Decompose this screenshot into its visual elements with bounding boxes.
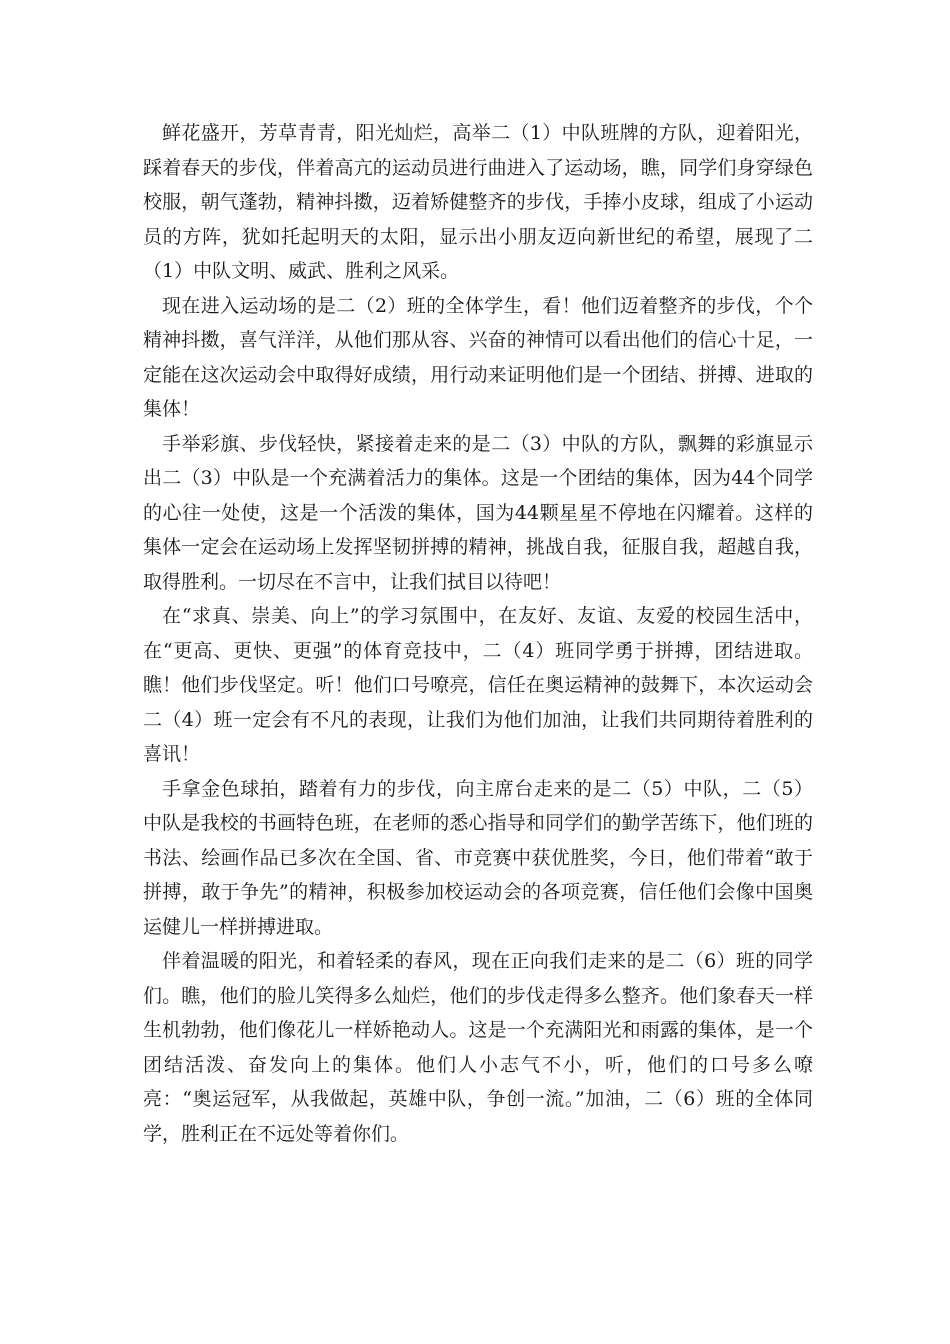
paragraph-class-2-1: 鲜花盛开，芳草青青，阳光灿烂，高举二（1）中队班牌的方队，迎着阳光，踩着春天的步伐，伴着高亢的运动员进行曲进入了运动场，瞧，同学们身穿绿色校服，朝气蓬勃，精神抖擞，迈着矫健整齐的步伐，手捧小皮球，组成了小运动员的方阵，犹如托起明天的太阳，显示出小朋友迈向新世纪的希望，展现了二（1）中队文明、威武、胜利之风采。 [143, 122, 813, 282]
paragraph-class-2-6: 伴着温暖的阳光，和着轻柔的春风，现在正向我们走来的是二（6）班的同学们。瞧，他们的脸儿笑得多么灿烂，他们的步伐走得多么整齐。他们象春天一样生机勃勃，他们像花儿一样娇艳动人。这是一个充满阳光和雨露的集体，是一个团结活泼、奋发向上的集体。他们人小志气不小，听，他们的口号多么嘹亮：“奥运冠军，从我做起，英雄中队，争创一流。”加油，二（6）班的全体同学，胜利正在不远处等着你们。 [143, 950, 813, 1145]
paragraph-class-2-4: 在“求真、崇美、向上”的学习氛围中，在友好、友谊、友爱的校园生活中，在“更高、更快、更强”的体育竞技中，二（4）班同学勇于拼搏，团结进取。瞧！他们步伐坚定。听！他们口号嘹亮，信任在奥运精神的鼓舞下，本次运动会二（4）班一定会有不凡的表现，让我们为他们加油，让我们共同期待着胜利的喜讯！ [143, 605, 813, 765]
paragraph-class-2-5: 手拿金色球拍，踏着有力的步伐，向主席台走来的是二（5）中队，二（5）中队是我校的书画特色班，在老师的悉心指导和同学们的勤学苦练下，他们班的书法、绘画作品已多次在全国、省、市竞赛中获优胜奖，今日，他们带着“敢于拼搏，敢于争先”的精神，积极参加校运动会的各项竞赛，信任他们会像中国奥运健儿一样拼搏进取。 [143, 777, 813, 938]
paragraph-class-2-3: 手举彩旗、步伐轻快，紧接着走来的是二（3）中队的方队，飘舞的彩旗显示出二（3）中队是一个充满着活力的集体。这是一个团结的集体，因为44个同学的心往一处使，这是一个活泼的集体，国为44颗星星不停地在闪耀着。这样的集体一定会在运动场上发挥坚韧拼搏的精神，挑战自我，征服自我，超越自我，取得胜利。一切尽在不言中，让我们拭目以待吧！ [143, 432, 813, 593]
paragraph-class-2-2: 现在进入运动场的是二（2）班的全体学生，看！他们迈着整齐的步伐，个个精神抖擞，喜气洋洋，从他们那从容、兴奋的神情可以看出他们的信心十足，一定能在这次运动会中取得好成绩，用行动来证明他们是一个团结、拼搏、进取的集体！ [143, 294, 813, 420]
document-body [143, 116, 813, 1151]
